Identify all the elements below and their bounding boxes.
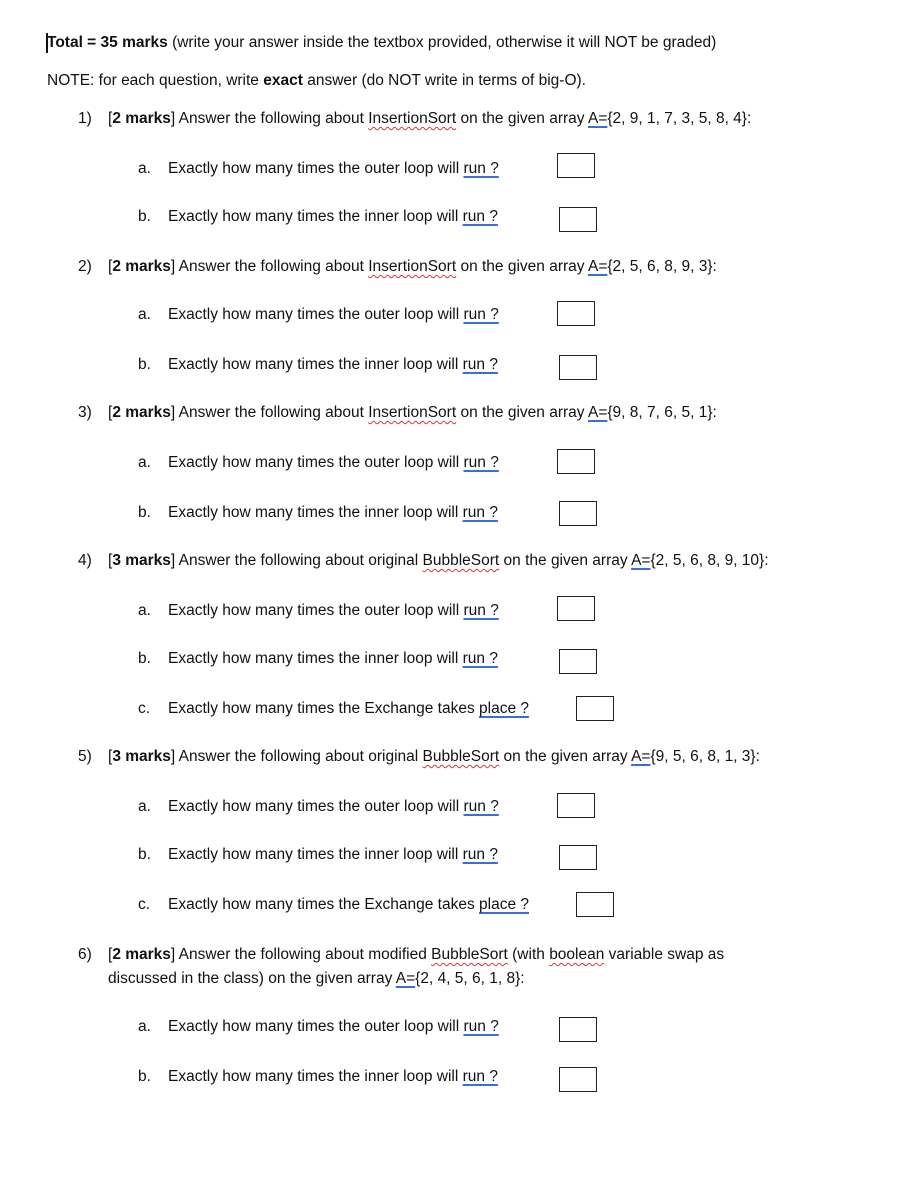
q6-part-a <box>138 1018 499 1036</box>
question-text: variable swap as <box>604 946 725 963</box>
q2a-answer-box[interactable] <box>557 301 595 326</box>
part-text: Exactly how many times the outer loop will <box>168 798 464 815</box>
q5-part-c <box>138 896 529 914</box>
part-text: Exactly how many times the outer loop will <box>168 454 464 471</box>
algorithm-name: BubbleSort <box>422 552 500 569</box>
q4a-answer-box[interactable] <box>557 596 595 621</box>
question-2: 2) [2 marks] Answer the following about InsertionSort on the given array A={2, 5, 6, 8, 9, 3}: <box>78 258 717 275</box>
part-run: run ? <box>462 650 498 667</box>
array-values: {2, 9, 1, 7, 3, 5, 8, 4}: <box>607 110 752 127</box>
array-label: A= <box>631 748 651 765</box>
algorithm-name: BubbleSort <box>422 748 500 765</box>
question-text: ] Answer the following about modified <box>170 946 432 963</box>
question-number: 5) <box>78 748 92 765</box>
part-run: run ? <box>462 208 498 225</box>
part-label: b. <box>138 1068 151 1085</box>
q4-part-b <box>138 650 498 668</box>
question-1: 1) [2 marks] Answer the following about InsertionSort on the given array A={2, 9, 1, 7, 3, 5, 8, 4}: <box>78 110 752 127</box>
q4b-answer-box[interactable] <box>559 649 597 674</box>
part-label: b. <box>138 650 151 667</box>
part-text: Exactly how many times the Exchange takes <box>168 700 480 717</box>
q6-part-b <box>138 1068 498 1086</box>
part-label: b. <box>138 356 151 373</box>
q1-part-b <box>138 208 498 226</box>
boolean-word: boolean <box>549 946 605 963</box>
algorithm-name: InsertionSort <box>368 258 457 275</box>
question-text: on the given array <box>499 748 632 765</box>
q1a-answer-box[interactable] <box>557 153 595 178</box>
question-text: on the given array <box>456 404 588 421</box>
question-text: on the given array <box>499 552 632 569</box>
q3a-answer-box[interactable] <box>557 449 595 474</box>
q6a-answer-box[interactable] <box>559 1017 597 1042</box>
part-run: run ? <box>463 454 499 471</box>
question-marks: 2 marks <box>112 946 171 963</box>
array-label: A= <box>395 970 416 987</box>
part-label: a. <box>138 1018 151 1035</box>
q6b-answer-box[interactable] <box>559 1067 597 1092</box>
question-text: (with <box>507 946 550 963</box>
question-number: 3) <box>78 404 92 421</box>
total-instruction: (write your answer inside the textbox provided, otherwise it will NOT be graded) <box>167 34 717 51</box>
total-line <box>47 34 716 52</box>
q5a-answer-box[interactable] <box>557 793 595 818</box>
question-text: ] Answer the following about original <box>170 552 423 569</box>
part-label: b. <box>138 208 151 225</box>
note-line <box>47 72 586 90</box>
part-run: run ? <box>462 504 498 521</box>
part-run: run ? <box>463 306 499 323</box>
question-4: 4) [3 marks] Answer the following about original BubbleSort on the given array A={2, 5, 6, 8, 9, 10}: <box>78 552 769 569</box>
question-text: on the given array <box>456 258 588 275</box>
part-label: a. <box>138 454 151 471</box>
part-text: Exactly how many times the outer loop will <box>168 160 464 177</box>
part-place: place ? <box>479 896 529 913</box>
q1b-answer-box[interactable] <box>559 207 597 232</box>
part-text: Exactly how many times the outer loop will <box>168 602 464 619</box>
array-values: {2, 5, 6, 8, 9, 3}: <box>607 258 717 275</box>
part-label: c. <box>138 700 151 717</box>
question-5: 5) [3 marks] Answer the following about original BubbleSort on the given array A={9, 5, 6, 8, 1, 3}: <box>78 748 760 765</box>
part-run: run ? <box>463 798 499 815</box>
question-text: ] Answer the following about <box>170 110 369 127</box>
q3b-answer-box[interactable] <box>559 501 597 526</box>
array-values: {2, 5, 6, 8, 9, 10}: <box>650 552 769 569</box>
part-run: run ? <box>462 846 498 863</box>
q2-part-b <box>138 356 498 374</box>
question-text: ] Answer the following about original <box>170 748 423 765</box>
question-marks: 3 marks <box>112 552 171 569</box>
question-6: 6) [2 marks] Answer the following about modified BubbleSort (with boolean variable swap as <box>78 946 725 963</box>
part-label: c. <box>138 896 151 913</box>
part-text: Exactly how many times the outer loop will <box>168 306 464 323</box>
part-run: run ? <box>463 1018 499 1035</box>
question-marks: 3 marks <box>112 748 171 765</box>
question-marks: 2 marks <box>112 258 171 275</box>
part-label: a. <box>138 602 151 619</box>
q4-part-a <box>138 602 499 620</box>
question-text: ] Answer the following about <box>170 404 369 421</box>
q1-part-a <box>138 160 499 178</box>
algorithm-name: InsertionSort <box>368 110 457 127</box>
part-text: Exactly how many times the inner loop will <box>168 846 463 863</box>
question-6-line-2 <box>108 970 525 988</box>
part-text: Exactly how many times the outer loop will <box>168 1018 464 1035</box>
part-text: Exactly how many times the inner loop will <box>168 356 463 373</box>
question-number: 1) <box>78 110 92 127</box>
note-text-end: answer (do NOT write in terms of big-O). <box>302 72 586 89</box>
question-text: ] Answer the following about <box>170 258 369 275</box>
array-values: {9, 8, 7, 6, 5, 1}: <box>607 404 717 421</box>
question-marks: 2 marks <box>112 404 171 421</box>
total-marks: Total = 35 marks <box>47 34 168 51</box>
q5-part-a <box>138 798 499 816</box>
algorithm-name: InsertionSort <box>368 404 457 421</box>
question-marks: 2 marks <box>112 110 171 127</box>
part-label: b. <box>138 504 151 521</box>
part-place: place ? <box>479 700 529 717</box>
question-text: discussed in the class) on the given array <box>108 970 396 987</box>
array-label: A= <box>587 404 608 421</box>
part-run: run ? <box>463 160 499 177</box>
note-text: NOTE: for each question, write <box>47 72 264 89</box>
q4-part-c <box>138 700 529 718</box>
part-text: Exactly how many times the inner loop will <box>168 208 463 225</box>
part-text: Exactly how many times the inner loop will <box>168 504 463 521</box>
q2b-answer-box[interactable] <box>559 355 597 380</box>
array-values: {9, 5, 6, 8, 1, 3}: <box>650 748 760 765</box>
part-text: Exactly how many times the inner loop will <box>168 650 463 667</box>
q5-part-b <box>138 846 498 864</box>
q3-part-b <box>138 504 498 522</box>
question-3: 3) [2 marks] Answer the following about InsertionSort on the given array A={9, 8, 7, 6, 5, 1}: <box>78 404 717 421</box>
q2-part-a <box>138 306 499 324</box>
array-label: A= <box>587 110 608 127</box>
question-number: 6) <box>78 946 92 963</box>
q5b-answer-box[interactable] <box>559 845 597 870</box>
q5c-answer-box[interactable] <box>576 892 614 917</box>
part-text: Exactly how many times the Exchange takes <box>168 896 480 913</box>
note-emphasis: exact <box>263 72 303 89</box>
q4c-answer-box[interactable] <box>576 696 614 721</box>
part-label: a. <box>138 798 151 815</box>
part-run: run ? <box>463 602 499 619</box>
part-run: run ? <box>462 356 498 373</box>
part-text: Exactly how many times the inner loop will <box>168 1068 463 1085</box>
question-number: 2) <box>78 258 92 275</box>
array-values: {2, 4, 5, 6, 1, 8}: <box>415 970 525 987</box>
part-label: a. <box>138 306 151 323</box>
array-label: A= <box>587 258 608 275</box>
q3-part-a <box>138 454 499 472</box>
question-text: on the given array <box>456 110 588 127</box>
question-number: 4) <box>78 552 92 569</box>
part-label: b. <box>138 846 151 863</box>
part-label: a. <box>138 160 151 177</box>
array-label: A= <box>631 552 651 569</box>
algorithm-name: BubbleSort <box>431 946 508 963</box>
part-run: run ? <box>462 1068 498 1085</box>
